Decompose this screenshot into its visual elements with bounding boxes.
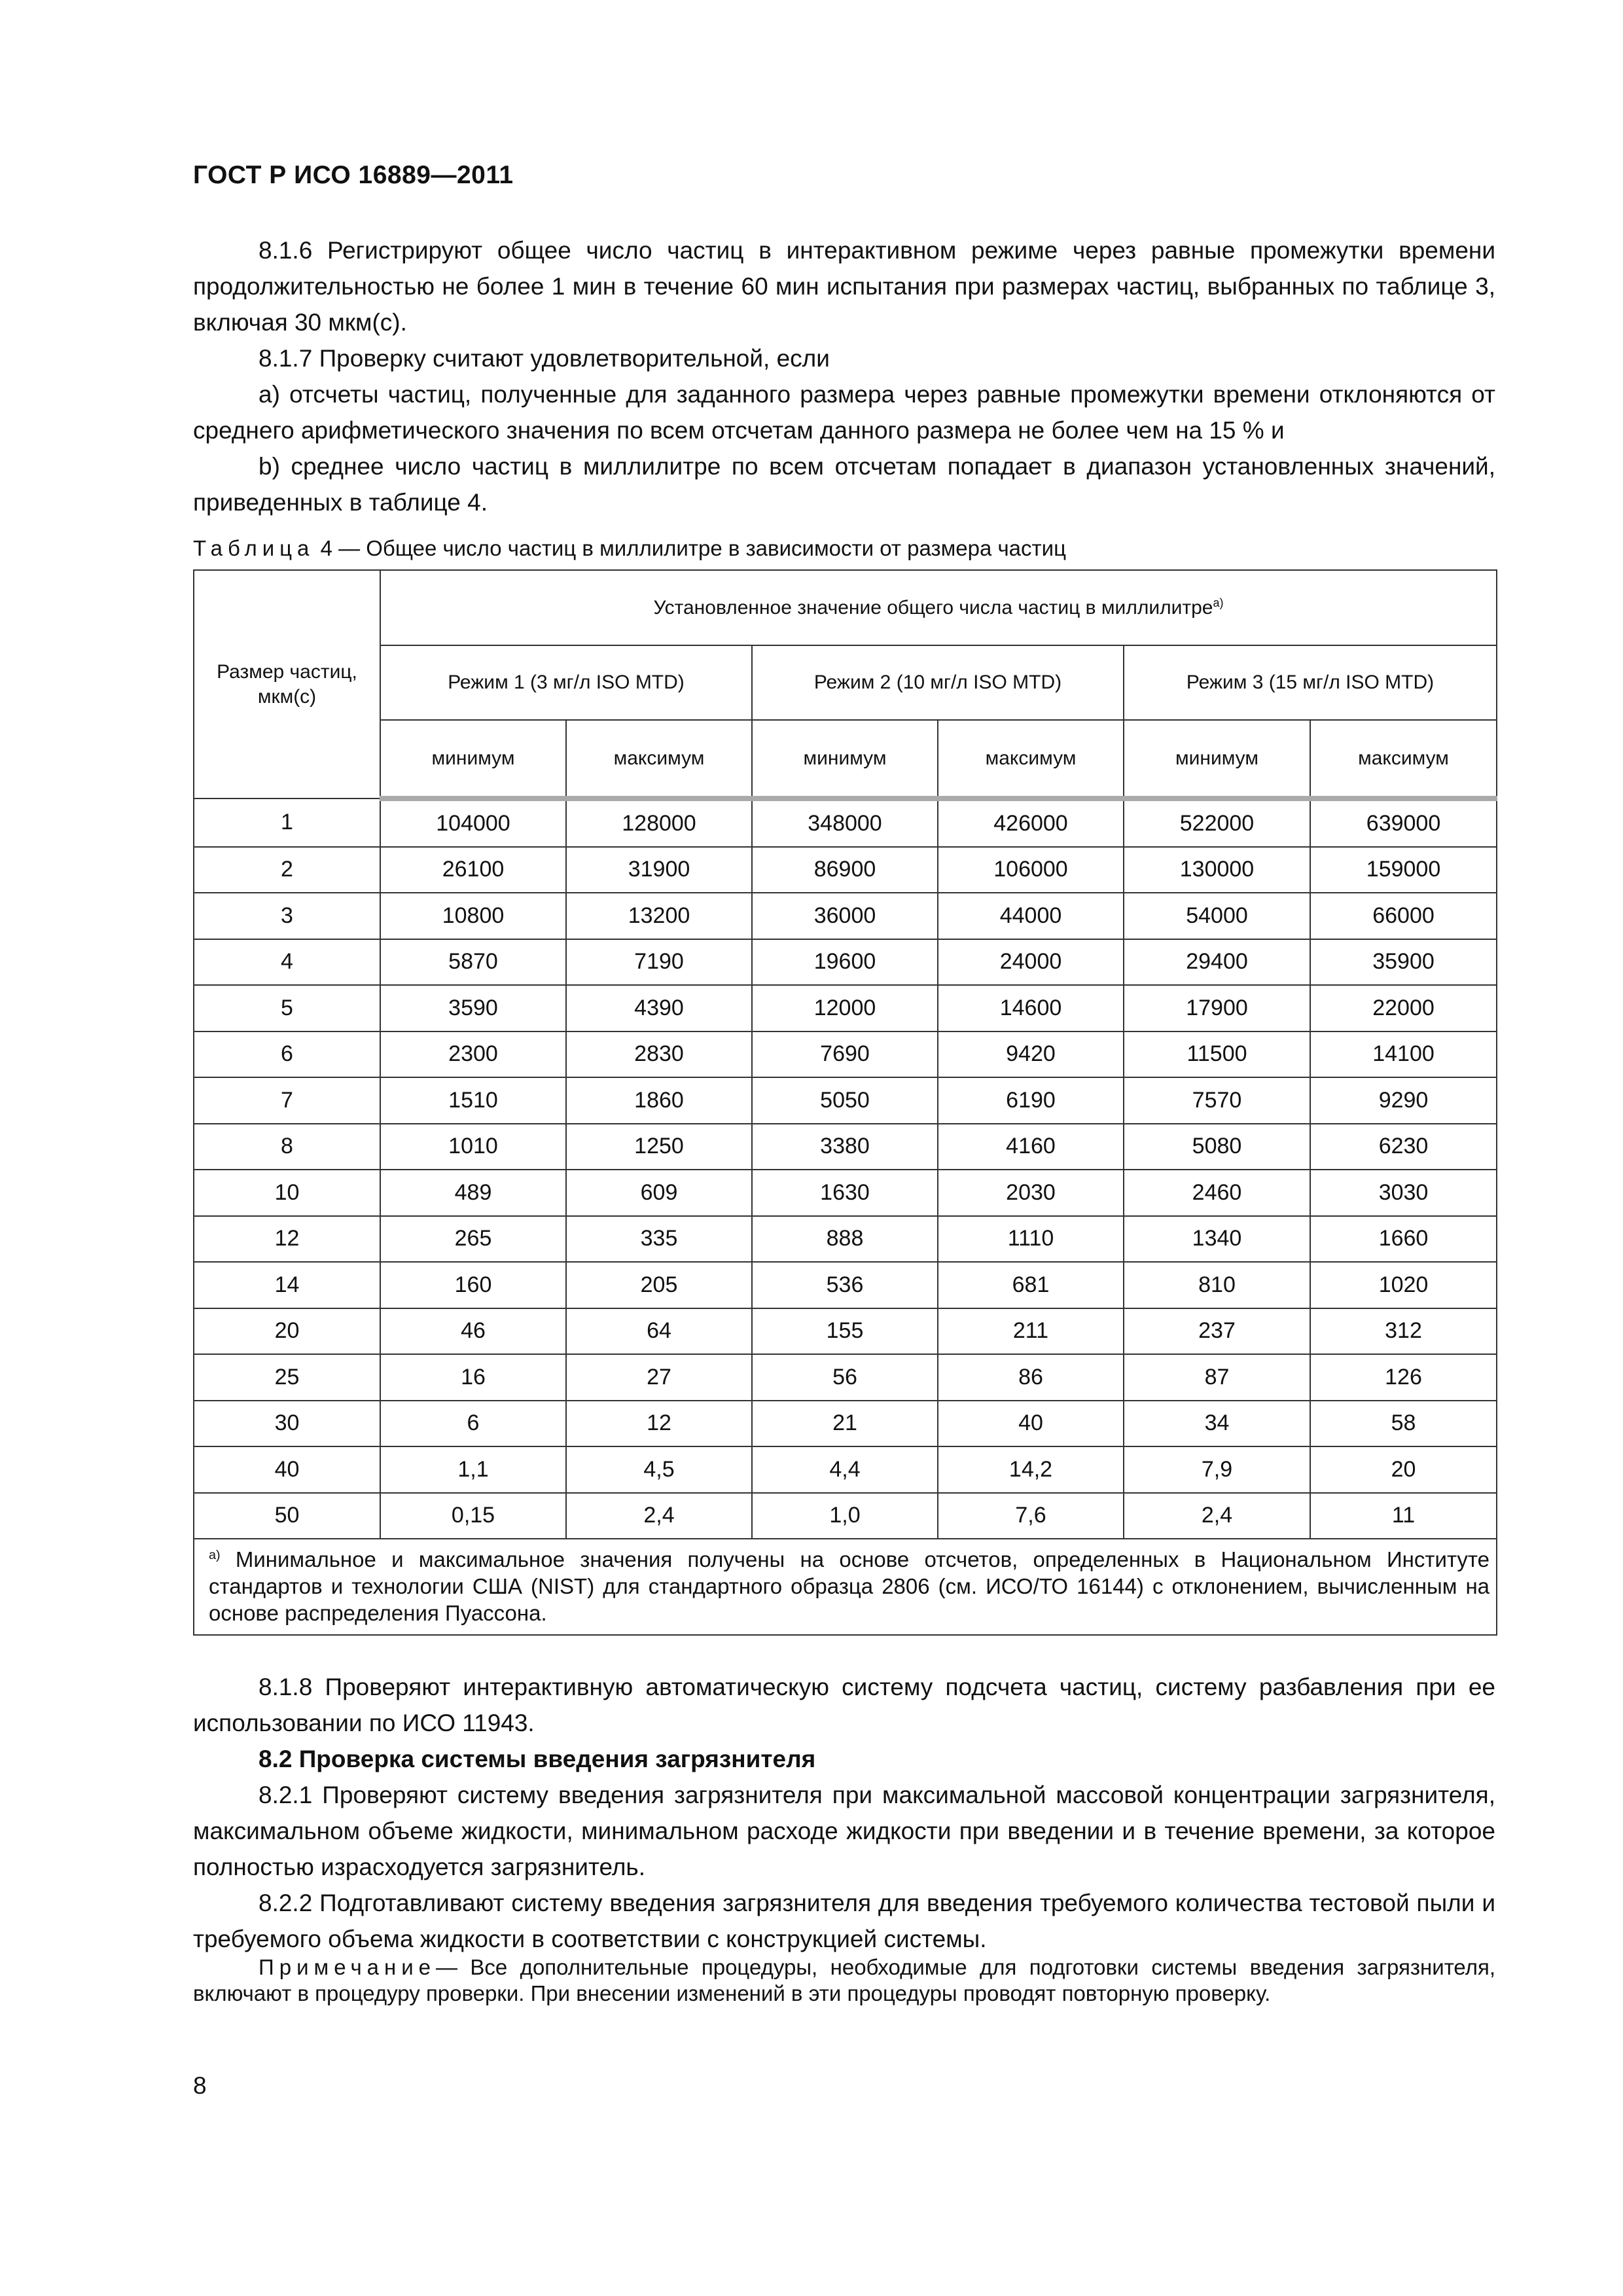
count-cell: 14100 bbox=[1310, 1031, 1497, 1078]
count-cell: 160 bbox=[380, 1262, 566, 1308]
count-cell: 888 bbox=[752, 1216, 938, 1263]
particle-size-cell: 4 bbox=[194, 939, 380, 986]
table-row bbox=[194, 1170, 1497, 1216]
count-cell: 1110 bbox=[938, 1216, 1124, 1263]
count-cell: 12 bbox=[566, 1401, 752, 1447]
count-cell: 87 bbox=[1124, 1354, 1310, 1401]
count-cell: 36000 bbox=[752, 893, 938, 939]
count-cell: 44000 bbox=[938, 893, 1124, 939]
count-cell: 9420 bbox=[938, 1031, 1124, 1078]
count-cell: 205 bbox=[566, 1262, 752, 1308]
mode-1-max-header: максимум bbox=[566, 720, 752, 798]
count-cell: 17900 bbox=[1124, 985, 1310, 1031]
page-number: 8 bbox=[193, 2072, 207, 2099]
particle-size-cell: 6 bbox=[194, 1031, 380, 1078]
mode-2-header: Режим 2 (10 мг/л ISO MTD) bbox=[752, 645, 1124, 720]
particle-size-cell: 8 bbox=[194, 1124, 380, 1170]
table-row bbox=[194, 1493, 1497, 1539]
count-cell: 40 bbox=[938, 1401, 1124, 1447]
table-row bbox=[194, 1354, 1497, 1401]
count-cell: 1630 bbox=[752, 1170, 938, 1216]
count-cell: 26100 bbox=[380, 847, 566, 893]
count-cell: 159000 bbox=[1310, 847, 1497, 893]
count-cell: 2460 bbox=[1124, 1170, 1310, 1216]
footnote-mark: а) bbox=[209, 1548, 221, 1562]
count-cell: 4,4 bbox=[752, 1446, 938, 1493]
document-header: ГОСТ Р ИСО 16889—2011 bbox=[193, 161, 514, 189]
paragraph-item-a: a) отсчеты частиц, полученные для заданного размера через равные промежутки времени отклоняются от среднего арифметического значения по всем отсчетам данного размера не более чем на 15 % и bbox=[193, 381, 1495, 444]
particle-size-cell: 50 bbox=[194, 1493, 380, 1539]
count-cell: 11 bbox=[1310, 1493, 1497, 1539]
count-cell: 335 bbox=[566, 1216, 752, 1263]
count-cell: 1020 bbox=[1310, 1262, 1497, 1308]
count-cell: 54000 bbox=[1124, 893, 1310, 939]
count-cell: 681 bbox=[938, 1262, 1124, 1308]
count-cell: 7570 bbox=[1124, 1077, 1310, 1124]
particle-size-cell: 20 bbox=[194, 1308, 380, 1355]
count-cell: 86900 bbox=[752, 847, 938, 893]
count-cell: 130000 bbox=[1124, 847, 1310, 893]
count-cell: 6 bbox=[380, 1401, 566, 1447]
count-cell: 1250 bbox=[566, 1124, 752, 1170]
note-text: — Все дополнительные процедуры, необходимые для подготовки системы введения загрязнителя, включают в процедуру проверки. При внесении изменений в эти процедуры проводят повторную проверку. bbox=[193, 1955, 1495, 2005]
count-cell: 312 bbox=[1310, 1308, 1497, 1355]
count-cell: 14600 bbox=[938, 985, 1124, 1031]
count-cell: 5870 bbox=[380, 939, 566, 986]
count-cell: 12000 bbox=[752, 985, 938, 1031]
table-row bbox=[194, 985, 1497, 1031]
section-heading-8-2: 8.2 Проверка системы введения загрязнителя bbox=[259, 1746, 816, 1772]
count-cell: 265 bbox=[380, 1216, 566, 1263]
particle-size-cell: 2 bbox=[194, 847, 380, 893]
mode-1-min-header: минимум bbox=[380, 720, 566, 798]
count-cell: 11500 bbox=[1124, 1031, 1310, 1078]
particle-size-cell: 12 bbox=[194, 1216, 380, 1263]
count-cell: 21 bbox=[752, 1401, 938, 1447]
mode-3-min-header: минимум bbox=[1124, 720, 1310, 798]
mode-2-min-header: минимум bbox=[752, 720, 938, 798]
count-cell: 348000 bbox=[752, 798, 938, 847]
footnote-ref: а) bbox=[1213, 596, 1224, 609]
count-cell: 1660 bbox=[1310, 1216, 1497, 1263]
count-cell: 426000 bbox=[938, 798, 1124, 847]
count-cell: 5050 bbox=[752, 1077, 938, 1124]
count-cell: 34 bbox=[1124, 1401, 1310, 1447]
count-cell: 4160 bbox=[938, 1124, 1124, 1170]
count-cell: 29400 bbox=[1124, 939, 1310, 986]
count-cell: 22000 bbox=[1310, 985, 1497, 1031]
count-cell: 1,0 bbox=[752, 1493, 938, 1539]
top-paragraphs bbox=[193, 232, 1495, 520]
count-cell: 0,15 bbox=[380, 1493, 566, 1539]
count-cell: 609 bbox=[566, 1170, 752, 1216]
table-row bbox=[194, 939, 1497, 986]
paragraph-8-1-8: 8.1.8 Проверяют интерактивную автоматическую систему подсчета частиц, систему разбавления при ее использовании по ИСО 11943. bbox=[193, 1674, 1495, 1736]
paragraph-8-1-7: 8.1.7 Проверку считают удовлетворительной, если bbox=[259, 345, 830, 372]
count-cell: 7,9 bbox=[1124, 1446, 1310, 1493]
group-header-cell: Установленное значение общего числа частиц в миллилитре$^{а)}$ bbox=[380, 570, 1497, 645]
count-cell: 14,2 bbox=[938, 1446, 1124, 1493]
count-cell: 3590 bbox=[380, 985, 566, 1031]
count-cell: 3380 bbox=[752, 1124, 938, 1170]
count-cell: 2,4 bbox=[566, 1493, 752, 1539]
count-cell: 522000 bbox=[1124, 798, 1310, 847]
count-cell: 106000 bbox=[938, 847, 1124, 893]
count-cell: 1340 bbox=[1124, 1216, 1310, 1263]
count-cell: 24000 bbox=[938, 939, 1124, 986]
count-cell: 639000 bbox=[1310, 798, 1497, 847]
count-cell: 1,1 bbox=[380, 1446, 566, 1493]
count-cell: 16 bbox=[380, 1354, 566, 1401]
footnote-text: Минимальное и максимальное значения получены на основе отсчетов, определенных в Национальном Институте стандартов и технологии США (NIST) для стандартного образца 2806 (см. ИСО/ТО 16144) с отклонением, вычисленным на основе распределения Пуассона. bbox=[209, 1547, 1490, 1625]
count-cell: 1860 bbox=[566, 1077, 752, 1124]
note-word: Примечание bbox=[259, 1955, 437, 1979]
count-cell: 489 bbox=[380, 1170, 566, 1216]
table-row bbox=[194, 1308, 1497, 1355]
count-cell: 1510 bbox=[380, 1077, 566, 1124]
count-cell: 46 bbox=[380, 1308, 566, 1355]
particle-size-cell: 25 bbox=[194, 1354, 380, 1401]
mode-1-header: Режим 1 (3 мг/л ISO MTD) bbox=[380, 645, 752, 720]
table-row bbox=[194, 1031, 1497, 1078]
note-block bbox=[193, 1954, 1495, 2007]
particle-size-cell: 3 bbox=[194, 893, 380, 939]
table-caption-word: Таблица bbox=[193, 536, 315, 560]
count-cell: 9290 bbox=[1310, 1077, 1497, 1124]
table-row bbox=[194, 798, 1497, 847]
table-row bbox=[194, 1077, 1497, 1124]
particle-count-table bbox=[193, 569, 1497, 1636]
count-cell: 7,6 bbox=[938, 1493, 1124, 1539]
count-cell: 27 bbox=[566, 1354, 752, 1401]
paragraph-8-2-2: 8.2.2 Подготавливают систему введения загрязнителя для введения требуемого количества тестовой пыли и требуемого объема жидкости в соответствии с конструкцией системы. bbox=[193, 1890, 1495, 1952]
table-row bbox=[194, 1401, 1497, 1447]
particle-size-cell: 14 bbox=[194, 1262, 380, 1308]
table-row bbox=[194, 1124, 1497, 1170]
count-cell: 66000 bbox=[1310, 893, 1497, 939]
count-cell: 35900 bbox=[1310, 939, 1497, 986]
count-cell: 19600 bbox=[752, 939, 938, 986]
count-cell: 2,4 bbox=[1124, 1493, 1310, 1539]
table-row bbox=[194, 847, 1497, 893]
table-row bbox=[194, 1216, 1497, 1263]
count-cell: 6190 bbox=[938, 1077, 1124, 1124]
count-cell: 237 bbox=[1124, 1308, 1310, 1355]
count-cell: 10800 bbox=[380, 893, 566, 939]
bottom-paragraphs bbox=[193, 1669, 1495, 1957]
count-cell: 810 bbox=[1124, 1262, 1310, 1308]
table-caption-text: 4 — Общее число частиц в миллилитре в зависимости от размера частиц bbox=[320, 536, 1066, 560]
table-row bbox=[194, 893, 1497, 939]
particle-size-cell: 5 bbox=[194, 985, 380, 1031]
count-cell: 13200 bbox=[566, 893, 752, 939]
count-cell: 104000 bbox=[380, 798, 566, 847]
mode-3-max-header: максимум bbox=[1310, 720, 1497, 798]
paragraph-8-1-6: 8.1.6 Регистрируют общее число частиц в интерактивном режиме через равные промежутки времени продолжительностью не более 1 мин в течение 60 мин испытания при размерах частиц, выбранных по таблице 3, включая 30 мкм(с). bbox=[193, 237, 1495, 336]
count-cell: 155 bbox=[752, 1308, 938, 1355]
count-cell: 128000 bbox=[566, 798, 752, 847]
count-cell: 2030 bbox=[938, 1170, 1124, 1216]
count-cell: 3030 bbox=[1310, 1170, 1497, 1216]
paragraph-8-2-1: 8.2.1 Проверяют систему введения загрязнителя при максимальной массовой концентрации загрязнителя, максимальном объеме жидкости, минимальном расходе жидкости при введении и в течение времени, за которое полностью израсходуется загрязнитель. bbox=[193, 1782, 1495, 1880]
mode-3-header: Режим 3 (15 мг/л ISO MTD) bbox=[1124, 645, 1497, 720]
table-caption bbox=[193, 535, 1066, 562]
count-cell: 536 bbox=[752, 1262, 938, 1308]
count-cell: 2830 bbox=[566, 1031, 752, 1078]
count-cell: 7190 bbox=[566, 939, 752, 986]
mode-2-max-header: максимум bbox=[938, 720, 1124, 798]
row-header-cell: Размер частиц, мкм(с) bbox=[194, 570, 380, 798]
count-cell: 2300 bbox=[380, 1031, 566, 1078]
count-cell: 31900 bbox=[566, 847, 752, 893]
count-cell: 56 bbox=[752, 1354, 938, 1401]
count-cell: 58 bbox=[1310, 1401, 1497, 1447]
particle-size-cell: 10 bbox=[194, 1170, 380, 1216]
table-row bbox=[194, 1262, 1497, 1308]
count-cell: 4,5 bbox=[566, 1446, 752, 1493]
particle-size-cell: 1 bbox=[194, 798, 380, 847]
table-row bbox=[194, 1446, 1497, 1493]
particle-size-cell: 7 bbox=[194, 1077, 380, 1124]
count-cell: 4390 bbox=[566, 985, 752, 1031]
table-footnote bbox=[194, 1539, 1497, 1635]
count-cell: 86 bbox=[938, 1354, 1124, 1401]
particle-size-cell: 40 bbox=[194, 1446, 380, 1493]
count-cell: 20 bbox=[1310, 1446, 1497, 1493]
count-cell: 6230 bbox=[1310, 1124, 1497, 1170]
paragraph-item-b: b) среднее число частиц в миллилитре по всем отсчетам попадает в диапазон установленных значений, приведенных в таблице 4. bbox=[193, 453, 1495, 516]
particle-size-cell: 30 bbox=[194, 1401, 380, 1447]
count-cell: 5080 bbox=[1124, 1124, 1310, 1170]
count-cell: 64 bbox=[566, 1308, 752, 1355]
count-cell: 1010 bbox=[380, 1124, 566, 1170]
count-cell: 7690 bbox=[752, 1031, 938, 1078]
count-cell: 126 bbox=[1310, 1354, 1497, 1401]
count-cell: 211 bbox=[938, 1308, 1124, 1355]
